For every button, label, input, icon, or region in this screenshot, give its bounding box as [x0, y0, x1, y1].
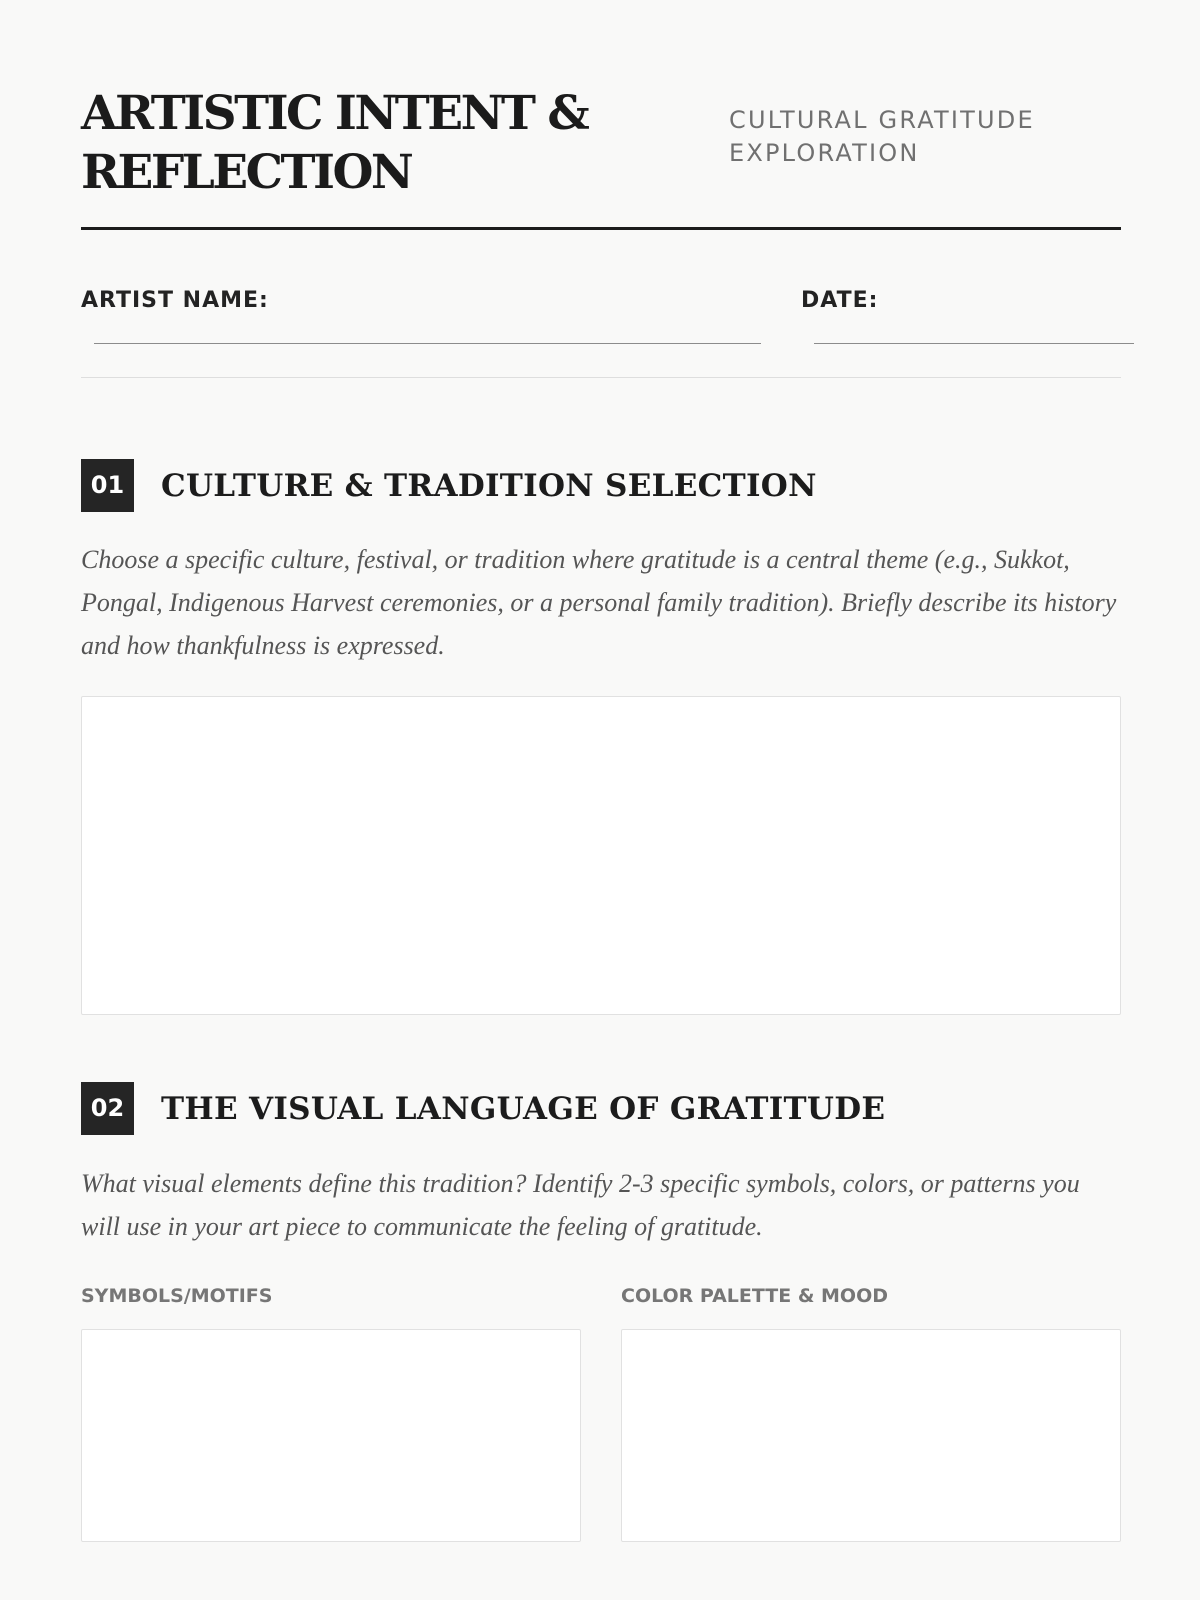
section-2-number-badge: 02 — [81, 1082, 134, 1135]
page-subtitle: CULTURAL GRATITUDE EXPLORATION — [729, 106, 1035, 167]
section-2-heading — [81, 1082, 1121, 1134]
color-palette-mood-box[interactable] — [621, 1329, 1121, 1542]
page-title: ARTISTIC INTENT & REFLECTION — [81, 86, 588, 200]
meta-divider — [81, 377, 1121, 378]
section-1-number-badge: 01 — [81, 459, 134, 512]
date-input[interactable] — [814, 343, 1134, 344]
artist-name-input[interactable] — [94, 343, 761, 344]
section-2-title: THE VISUAL LANGUAGE OF GRATITUDE — [161, 1091, 886, 1127]
color-palette-mood-label: COLOR PALETTE & MOOD — [621, 1285, 889, 1307]
symbols-motifs-label: SYMBOLS/MOTIFS — [81, 1285, 273, 1307]
symbols-motifs-box[interactable] — [81, 1329, 581, 1542]
section-1-prompt: Choose a specific culture, festival, or tradition where gratitude is a central theme (e.g., Sukkot, Pongal, Indigenous Harvest ceremonies, or a personal family tradition). Briefly describe its history and how thankfulness is expressed. — [81, 545, 1117, 660]
section-2-prompt: What visual elements define this tradition? Identify 2-3 specific symbols, colors, or patterns you will use in your art piece to communicate the feeling of gratitude. — [81, 1169, 1080, 1241]
date-label: DATE: — [801, 288, 879, 313]
section-1-heading — [81, 459, 1121, 511]
artist-name-label: ARTIST NAME: — [81, 288, 269, 313]
section-1-response-box[interactable] — [81, 696, 1121, 1015]
section-1-title: CULTURE & TRADITION SELECTION — [161, 468, 817, 504]
header-divider — [81, 227, 1121, 230]
